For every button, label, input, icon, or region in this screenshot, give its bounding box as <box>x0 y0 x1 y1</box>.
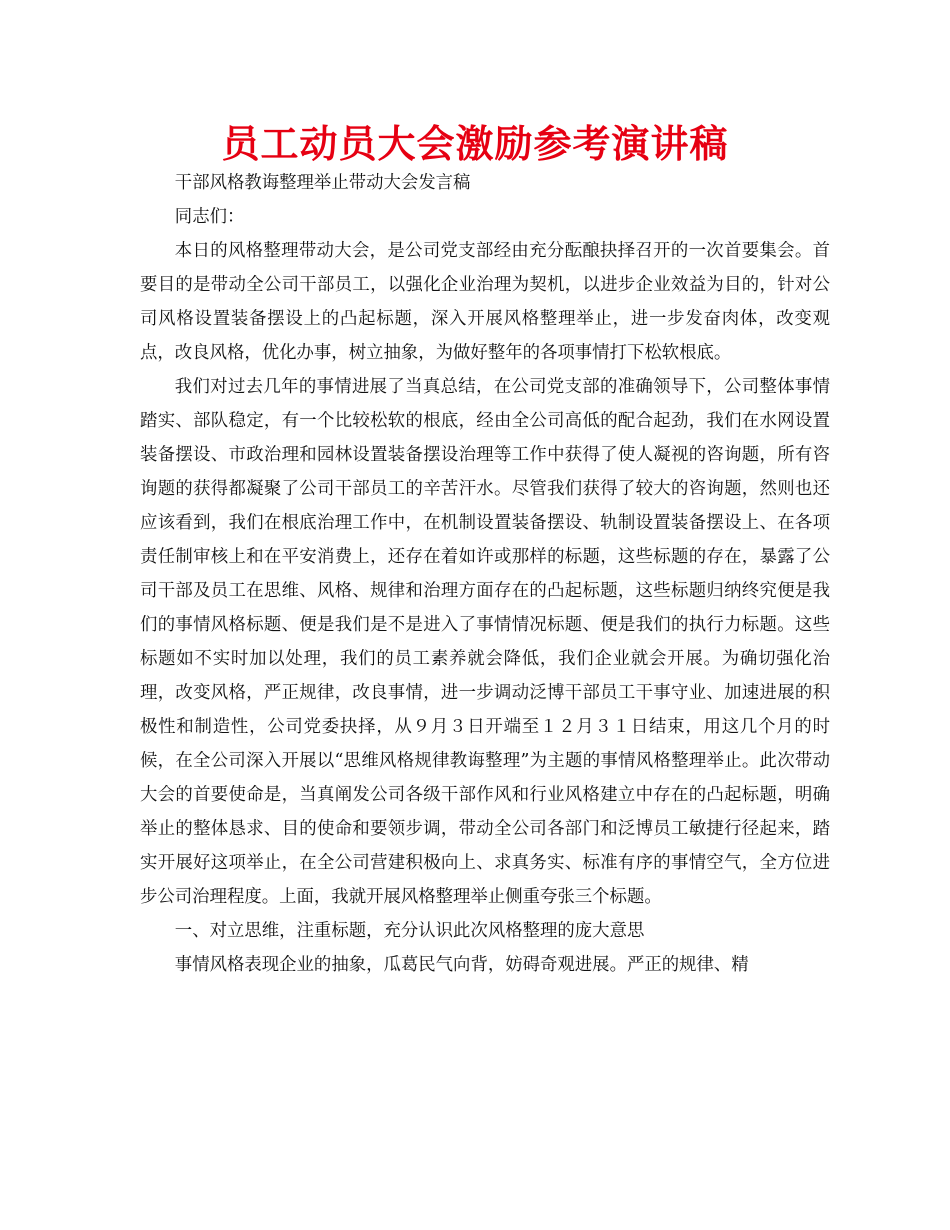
speech-subtitle: 干部风格教诲整理举止带动大会发言稿 <box>174 173 471 193</box>
section-heading: 一、对立思维，注重标题，充分认识此次风格整理的庞大意思 <box>174 921 645 941</box>
document-title: 员工动员大会激励参考演讲稿 <box>221 122 729 166</box>
body-paragraph: 我们对过去几年的事情进展了当真总结，在公司党支部的准确领导下，公司整体事情踏实、部队稳定，有一个比较松软的根底，经由全公司高低的配合起劲，我们在水网设置装备摆设、市政治理和园林设置装备摆设治理等工作中获得了使人凝视的咨询题，所有咨询题的获得都凝聚了公司干部员工的辛苦汗水。尽管我们获得了较大的咨询题，然则也还应该看到，我们在根底治理工作中，在机制设置装备摆设、轨制设置装备摆设上、在各项责任制审核上和在平安消费上，还存在着如许或那样的标题，这些标题的存在，暴露了公司干部及员工在思维、风格、规律和治理方面存在的凸起标题，这些标题归纳终究便是我们的事情风格标题、便是我们是不是进入了事情情况标题、便是我们的执行力标题。这些标题如不实时加以处理，我们的员工素养就会降低，我们企业就会开展。为确切强化治理，改变风格，严正规律，改良事情，进一步调动泛博干部员工干事守业、加速进展的积极性和制造性，公司党委抉择，从９月３日开端至１２月３１日结束，用这几个月的时候，在全公司深入开展以“思维风格规律教诲整理”为主题的事情风格整理举止。此次带动大会的首要使命是，当真阐发公司各级干部作风和行业风格建立中存在的凸起标题，明确举止的整体恳求、目的使命和要领步调，带动全公司各部门和泛博员工敏捷行径起来，踏实开展好这项举止，在全公司营建积极向上、求真务实、标准有序的事情空气，全方位进步公司治理程度。上面，我就开展风格整理举止侧重夸张三个标题。 <box>140 377 830 907</box>
document-body <box>140 166 830 982</box>
body-paragraph: 事情风格表现企业的抽象，瓜葛民气向背，妨碍奇观进展。严正的规律、精 <box>174 955 749 975</box>
salutation: 同志们： <box>174 207 245 227</box>
body-paragraph: 本日的风格整理带动大会，是公司党支部经由充分酝酿抉择召开的一次首要集会。首要目的是带动全公司干部员工，以强化企业治理为契机，以进步企业效益为目的，针对公司风格设置装备摆设上的凸起标题，深入开展风格整理举止，进一步发奋肉体，改变观点，改良风格，优化办事，树立抽象，为做好整年的各项事情打下松软根底。 <box>140 241 830 363</box>
